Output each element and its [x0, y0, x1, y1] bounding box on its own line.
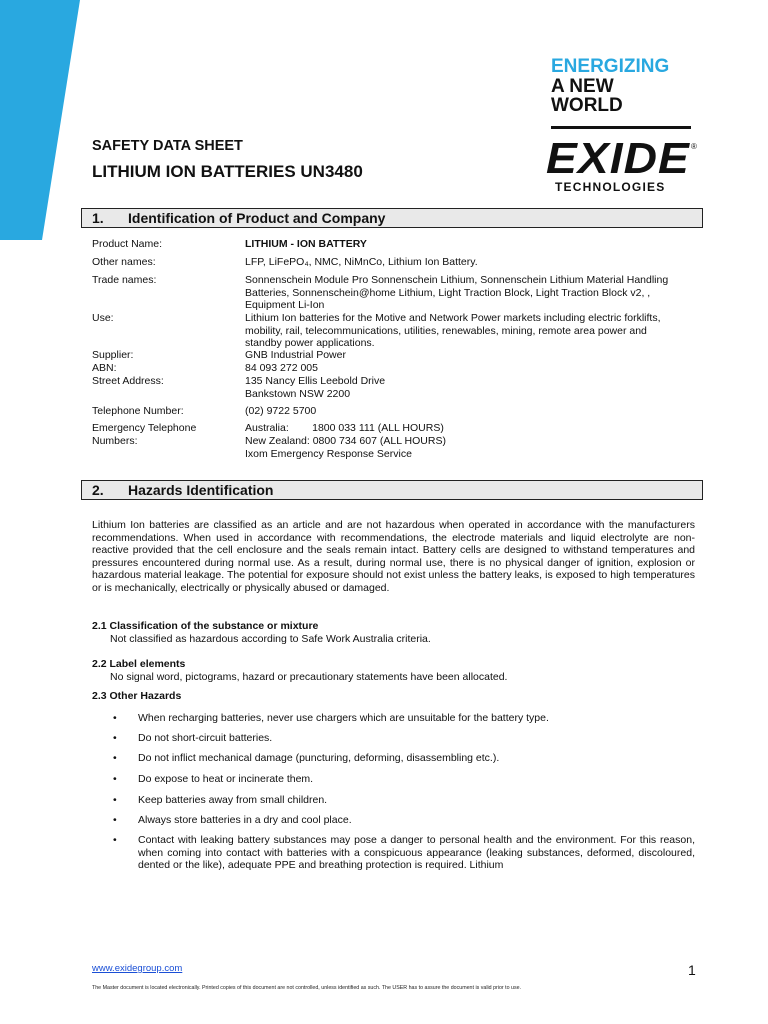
section-1-title: Identification of Product and Company	[128, 210, 386, 226]
emergency-new-zealand: New Zealand: 0800 734 607 (ALL HOURS)	[245, 435, 446, 447]
logo-line-3: WORLD	[551, 95, 623, 116]
other-hazards-heading: 2.3 Other Hazards	[92, 690, 182, 702]
label-elements-text: No signal word, pictograms, hazard or precautionary statements have been allocated.	[110, 671, 508, 683]
telephone-label: Telephone Number:	[92, 405, 184, 417]
hazard-bullet-2: Do not short-circuit batteries.	[138, 732, 273, 744]
classification-text: Not classified as hazardous according to Safe Work Australia criteria.	[110, 633, 431, 645]
hazard-bullet-6: Always store batteries in a dry and cool place.	[138, 814, 352, 826]
logo-tagline	[551, 57, 669, 116]
emergency-service: Ixom Emergency Response Service	[245, 448, 412, 460]
bullet-marker: •	[113, 794, 117, 806]
bullet-marker: •	[113, 773, 117, 785]
bullet-marker: •	[113, 732, 117, 744]
abn-value: 84 093 272 005	[245, 362, 318, 374]
street-address-line-2: Bankstown NSW 2200	[245, 388, 351, 400]
document-title: SAFETY DATA SHEET	[92, 138, 243, 154]
hazards-intro-paragraph: Lithium Ion batteries are classified as an article and are not hazardous when operated in accordance with the manufacturers recommendations. When used in accordance with recommendations, the electrode materials and liquid electrolyte are non-reactive provided that the cell enclosure and the seals remain intact. Battery cells are designed to withstand temperatures and pressures encountered during normal use. As a result, during normal use, there is no physical danger of ignition, explosion or hazardous material leakage. The potential for exposure should not exist unless the battery leaks, is exposed to high temperatures or is mechanically, electrically or physically abused or damaged.	[92, 519, 695, 594]
label-elements-heading: 2.2 Label elements	[92, 658, 186, 670]
hazard-bullet-7: Contact with leaking battery substances may pose a danger to personal health and the environment. For this reason, when coming into contact with batteries with a conspicuous appearance (leaking substances, deformed, discoloured, dented or the like), adequate PPE and breathing protection is required. Lithium	[138, 834, 695, 872]
hazard-bullet-5: Keep batteries away from small children.	[138, 794, 328, 806]
section-2-header	[81, 480, 703, 500]
page-number: 1	[688, 962, 696, 978]
decorative-stripe	[0, 0, 80, 240]
abn-label: ABN:	[92, 362, 117, 374]
exide-logo: EXIDE	[546, 134, 690, 183]
street-address-line-1: 135 Nancy Ellis Leebold Drive	[245, 375, 386, 387]
document-subtitle: LITHIUM ION BATTERIES UN3480	[92, 162, 363, 181]
use-value: Lithium Ion batteries for the Motive and Network Power markets including electric forklifts, mobility, rail, telecommunications, utilities, renewables, mining, remote area power and standby power applications.	[245, 312, 661, 350]
emergency-australia: Australia: 1800 033 111 (ALL HOURS)	[245, 422, 444, 434]
bullet-marker: •	[113, 834, 117, 846]
classification-heading: 2.1 Classification of the substance or mixture	[92, 620, 319, 632]
trade-names-label: Trade names:	[92, 274, 157, 286]
logo-technologies: TECHNOLOGIES	[555, 180, 666, 194]
logo-divider	[551, 126, 691, 129]
street-address-label: Street Address:	[92, 375, 164, 387]
section-1-number: 1.	[92, 210, 104, 226]
supplier-label: Supplier:	[92, 349, 134, 361]
product-name-value: LITHIUM - ION BATTERY	[245, 238, 367, 250]
other-names-label: Other names:	[92, 256, 156, 268]
bullet-marker: •	[113, 752, 117, 764]
emergency-label-line-2: Numbers:	[92, 435, 138, 447]
section-2-number: 2.	[92, 482, 104, 498]
product-name-label: Product Name:	[92, 238, 163, 250]
hazard-bullet-1: When recharging batteries, never use chargers which are unsuitable for the battery type.	[138, 712, 549, 724]
logo-line-1: ENERGIZING	[551, 56, 670, 77]
logo-line-2: A NEW	[551, 75, 614, 97]
stripe-shape	[0, 0, 80, 240]
supplier-value: GNB Industrial Power	[245, 349, 346, 361]
footer-disclaimer: The Master document is located electronically. Printed copies of this document are not controlled, unless identified as such. The USER has to assure the document is valid prior to use.	[92, 985, 522, 991]
registered-mark: ®	[691, 142, 697, 151]
other-names-value: LFP, LiFePO₄, NMC, NiMnCo, Lithium Ion Battery.	[245, 256, 478, 268]
emergency-label-line-1: Emergency Telephone	[92, 422, 197, 434]
telephone-value: (02) 9722 5700	[245, 405, 317, 417]
hazard-bullet-3: Do not inflict mechanical damage (puncturing, deforming, disassembling etc.).	[138, 752, 500, 764]
footer-website-link[interactable]: www.exidegroup.com	[92, 963, 183, 974]
bullet-marker: •	[113, 814, 117, 826]
bullet-marker: •	[113, 712, 117, 724]
trade-names-value: Sonnenschein Module Pro Sonnenschein Lithium, Sonnenschein Lithium Material Handling Batteries, Sonnenschein@home Lithium, Light Traction Block, Light Traction Block v2, , Equipment Li-Ion	[245, 274, 669, 312]
section-2-title: Hazards Identification	[128, 482, 274, 498]
hazard-bullet-4: Do expose to heat or incinerate them.	[138, 773, 314, 785]
section-1-header	[81, 208, 703, 228]
use-label: Use:	[92, 312, 114, 324]
